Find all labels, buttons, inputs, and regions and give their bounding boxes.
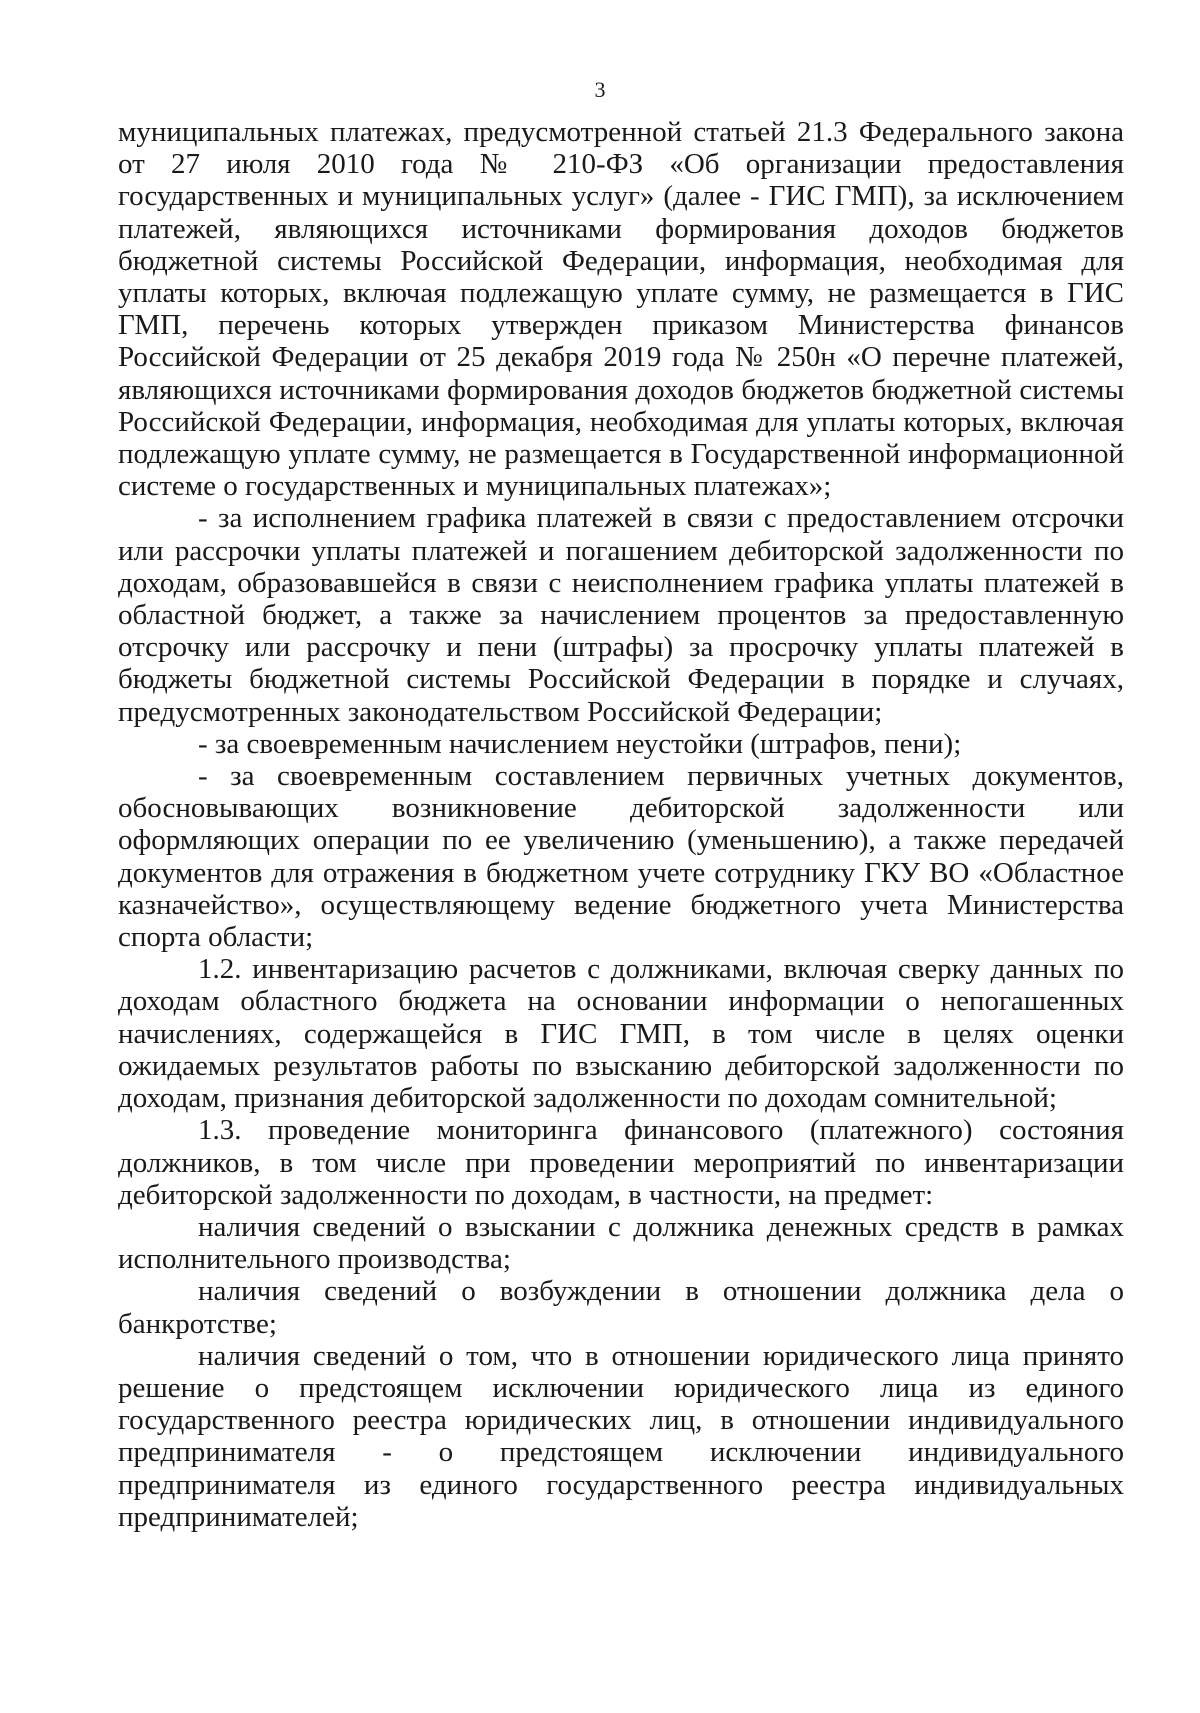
document-body: [118, 116, 1124, 1533]
paragraph-primary-documents: - за своевременным составлением первичных учетных документов, обосновывающих возникновение дебиторской задолженности или оформляющих операции по ее увеличению (уменьшению), а также передачей документов для отражения в бюджетном учете сотруднику ГКУ ВО «Областное казначейство», осуществляющему ведение бюджетного учета Министерства спорта области;: [118, 760, 1124, 954]
paragraph-item-1-2: 1.2. инвентаризацию расчетов с должниками, включая сверку данных по доходам областного бюджета на основании информации о непогашенных начислениях, содержащейся в ГИС ГМП, в том числе в целях оценки ожидаемых результатов работы по взысканию дебиторской задолженности по доходам, признания дебиторской задолженности по доходам сомнительной;: [118, 953, 1124, 1115]
paragraph-payment-schedule: - за исполнением графика платежей в связи с предоставлением отсрочки или рассрочки уплаты платежей и погашением дебиторской задолженности по доходам, образовавшейся в связи с неисполнением графика уплаты платежей в областной бюджет, а также за начислением процентов за предоставленную отсрочку или рассрочку и пени (штрафы) за просрочку уплаты платежей в бюджеты бюджетной системы Российской Федерации в порядке и случаях, предусмотренных законодательством Российской Федерации;: [118, 502, 1124, 728]
paragraph-registry-exclusion: наличия сведений о том, что в отношении юридического лица принято решение о предстоящем исключении юридического лица из единого государственного реестра юридических лиц, в отношении индивидуального предпринимателя - о предстоящем исключении индивидуального предпринимателя из единого государственного реестра индивидуальных предпринимателей;: [118, 1339, 1124, 1533]
paragraph-item-1-3: 1.3. проведение мониторинга финансового (платежного) состояния должников, в том числе при проведении мероприятий по инвентаризации дебиторской задолженности по доходам, в частности, на предмет:: [118, 1114, 1124, 1211]
page-number: 3: [594, 77, 606, 102]
paragraph-penalty-accrual: - за своевременным начислением неустойки (штрафов, пени);: [198, 727, 962, 760]
paragraph-enforcement-info: наличия сведений о взыскании с должника денежных средств в рамках исполнительного производства;: [118, 1210, 1124, 1276]
paragraph-gis-gmp-continuation: муниципальных платежах, предусмотренной статьей 21.3 Федерального закона от 27 июля 2010 года № 210-ФЗ «Об организации предоставления государственных и муниципальных услуг» (далее - ГИС ГМП), за исключением платежей, являющихся источниками формирования доходов бюджетов бюджетной системы Российской Федерации, информация, необходимая для уплаты которых, включая подлежащую уплате сумму, не размещается в ГИС ГМП, перечень которых утвержден приказом Министерства финансов Российской Федерации от 25 декабря 2019 года № 250н «О перечне платежей, являющихся источниками формирования доходов бюджетов бюджетной системы Российской Федерации, информация, необходимая для уплаты которых, включая подлежащую уплате сумму, не размещается в Государственной информационной системе о государственных и муниципальных платежах»;: [118, 116, 1124, 503]
paragraph-bankruptcy-info: наличия сведений о возбуждении в отношении должника дела о банкротстве;: [118, 1275, 1124, 1340]
